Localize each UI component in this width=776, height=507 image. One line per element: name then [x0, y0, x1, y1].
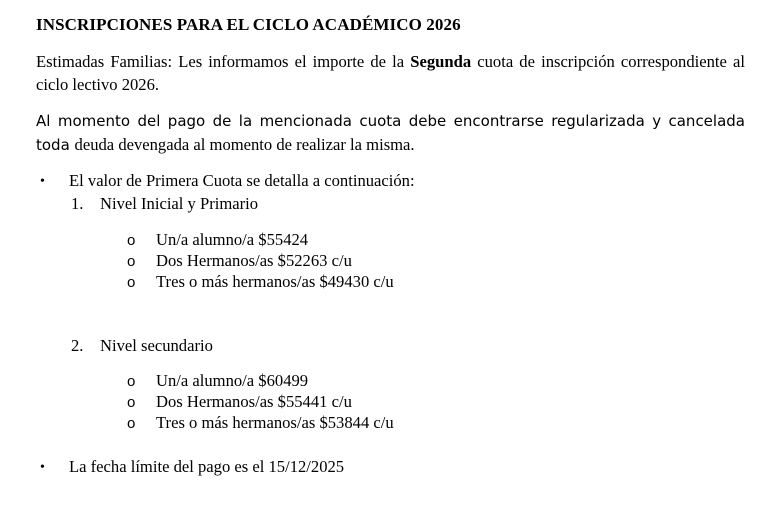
document-title: INSCRIPCIONES PARA EL CICLO ACADÉMICO 2026	[36, 15, 461, 34]
sub-bullet-icon: o	[127, 373, 136, 390]
sub-bullet-icon: o	[127, 253, 136, 270]
intro-text-end: cuota de inscripción correspondiente al ciclo lectivo 2026.	[36, 52, 745, 94]
sub-bullet-icon: o	[127, 394, 136, 411]
intro-bold-word: Segunda	[410, 52, 472, 71]
deadline-text: La fecha límite del pago es el 15/12/2025	[69, 457, 345, 476]
level-number: 1.	[71, 194, 84, 213]
level-name: Nivel Inicial y Primario	[100, 194, 259, 213]
price-item: Tres o más hermanos/as $49430 c/u	[156, 272, 394, 291]
sub-bullet-icon: o	[127, 415, 136, 432]
value-intro-text: El valor de Primera Cuota se detalla a continuación:	[69, 171, 415, 190]
intro-paragraph	[36, 50, 745, 96]
bullet-icon: •	[40, 460, 45, 475]
sub-bullet-icon: o	[127, 274, 136, 291]
notice-text-start: Al momento del pago de la mencionada cuota debe encontrarse regularizada y cancelada toda	[36, 112, 745, 154]
notice-text-end: deuda devengada al momento de realizar la misma.	[74, 135, 415, 154]
price-item: Tres o más hermanos/as $53844 c/u	[156, 413, 394, 432]
price-item: Un/a alumno/a $60499	[156, 371, 309, 390]
notice-paragraph	[36, 109, 745, 157]
level-name: Nivel secundario	[100, 336, 213, 355]
price-item: Dos Hermanos/as $52263 c/u	[156, 251, 352, 270]
price-item: Dos Hermanos/as $55441 c/u	[156, 392, 352, 411]
price-item: Un/a alumno/a $55424	[156, 230, 309, 249]
intro-text-start: Estimadas Familias: Les informamos el importe de la	[36, 52, 411, 71]
level-number: 2.	[71, 336, 84, 355]
sub-bullet-icon: o	[127, 232, 136, 249]
bullet-icon: •	[40, 174, 45, 189]
